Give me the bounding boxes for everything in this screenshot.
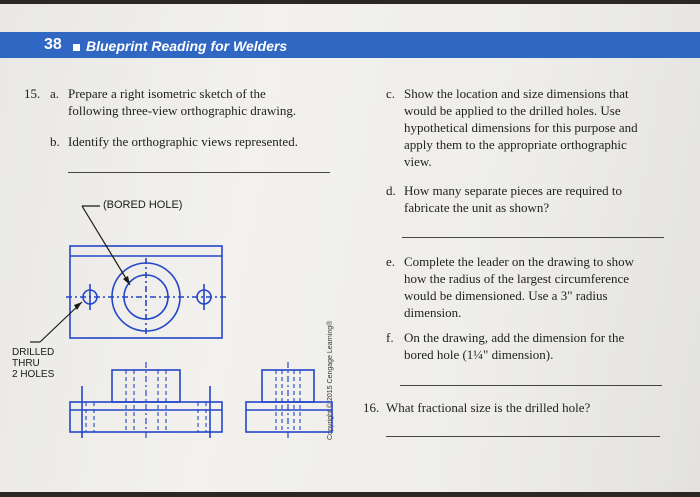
q15a-line1: Prepare a right isometric sketch of the bbox=[68, 86, 266, 101]
q15e-line1: Complete the leader on the drawing to show bbox=[404, 254, 634, 269]
q15d-letter: d. bbox=[386, 183, 396, 198]
q15f-line2: bored hole (1¼" dimension). bbox=[404, 347, 554, 362]
drilled-hole-leader bbox=[40, 302, 82, 342]
q15f-letter: f. bbox=[386, 330, 394, 345]
q15c-line1: Show the location and size dimensions that bbox=[404, 86, 629, 101]
q15e-line3: would be dimensioned. Use a 3" radius bbox=[404, 288, 608, 303]
q15c-line5: view. bbox=[404, 154, 432, 169]
q15a-letter: a. bbox=[50, 86, 60, 101]
copyright-notice: Copyright © 2015 Cengage Learning® bbox=[327, 320, 334, 440]
q15e-letter: e. bbox=[386, 254, 396, 269]
q16-text: What fractional size is the drilled hole? bbox=[386, 400, 591, 415]
q15b-letter: b. bbox=[50, 134, 60, 149]
q15c-line4: apply them to the appropriate orthographic bbox=[404, 137, 627, 152]
question-16-number: 16. bbox=[363, 400, 380, 415]
q15d-line1: How many separate pieces are required to bbox=[404, 183, 623, 198]
page-number: 38 bbox=[44, 36, 62, 53]
bored-hole-label: (BORED HOLE) bbox=[103, 199, 183, 211]
q15c-line2: would be applied to the drilled holes. Use bbox=[404, 103, 621, 118]
q15e-line2: how the radius of the largest circumference bbox=[404, 271, 629, 286]
side-view-base bbox=[246, 402, 332, 432]
q15e-line4: dimension. bbox=[404, 305, 462, 320]
drilled-label-line1: DRILLED bbox=[12, 347, 55, 358]
chapter-title: Blueprint Reading for Welders bbox=[86, 38, 288, 54]
drilled-label-line3: 2 HOLES bbox=[12, 369, 55, 380]
q15a-line2: following three-view orthographic drawing. bbox=[68, 103, 297, 118]
bored-leader-arrowhead bbox=[123, 276, 130, 285]
q15b-text: Identify the orthographic views represented. bbox=[68, 134, 298, 149]
q15c-letter: c. bbox=[386, 86, 396, 101]
q15c-line3: hypothetical dimensions for this purpose and bbox=[404, 120, 638, 135]
q15d-line2: fabricate the unit as shown? bbox=[404, 200, 550, 215]
question-15-number: 15. bbox=[24, 86, 41, 101]
q15f-line1: On the drawing, add the dimension for the bbox=[404, 330, 625, 345]
drilled-label-line2: THRU bbox=[12, 358, 40, 369]
